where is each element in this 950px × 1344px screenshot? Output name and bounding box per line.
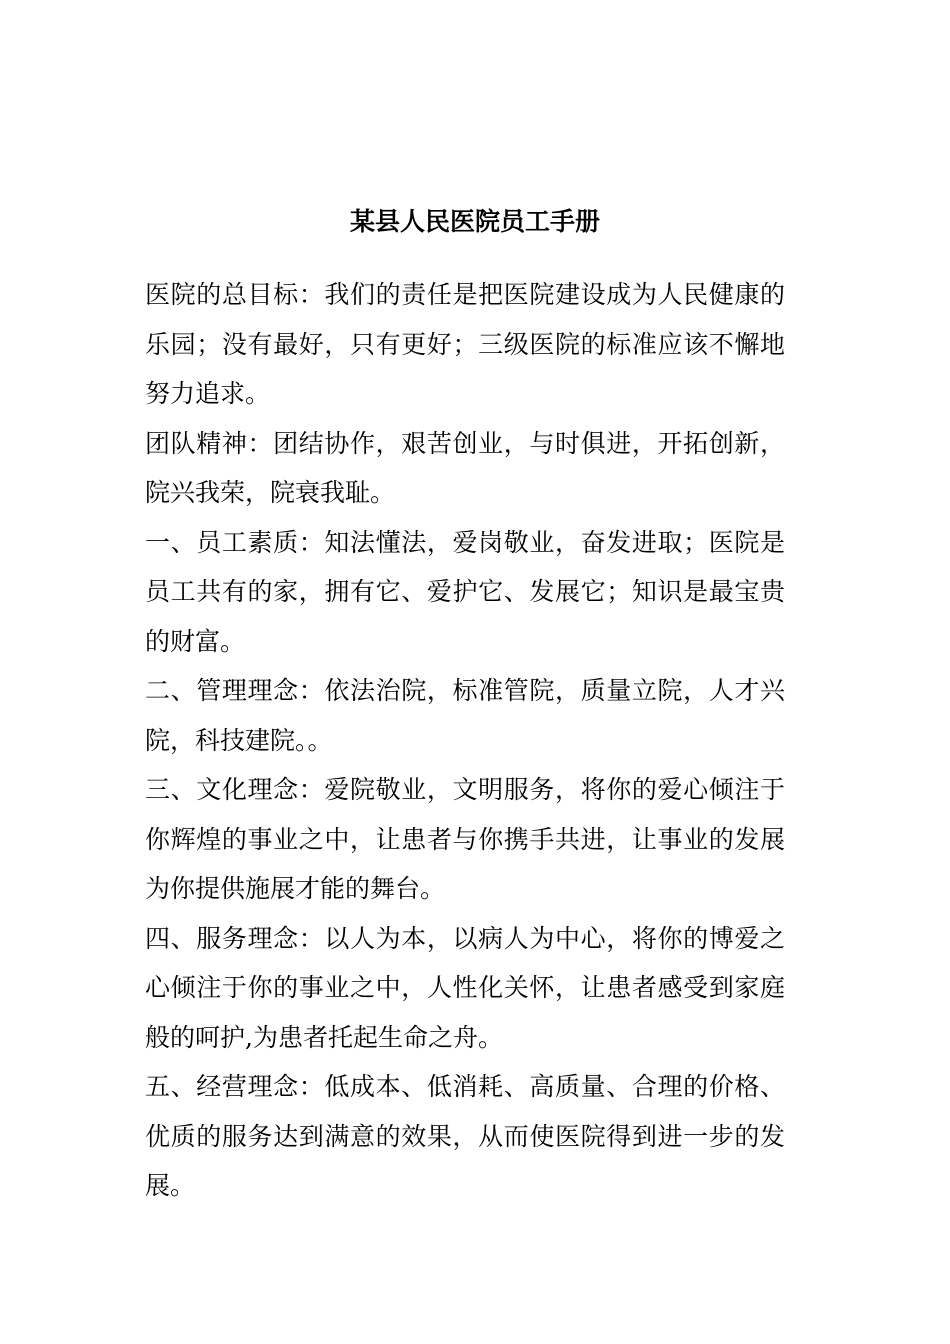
document-title: 某县人民医院员工手册	[349, 207, 600, 236]
paragraph-business-concept: 五、经营理念：低成本、低消耗、高质量、合理的价格、优质的服务达到满意的效果，从而使医院得到进一步的发展。	[145, 1072, 785, 1200]
paragraph-service-concept: 四、服务理念：以人为本，以病人为中心，将你的博爱之心倾注于你的事业之中，人性化关怀，让患者感受到家庭般的呵护,为患者托起生命之舟。	[145, 923, 785, 1052]
paragraph-staff-quality: 一、员工素质：知法懂法，爱岗敬业，奋发进取；医院是员工共有的家，拥有它、爱护它、发展它；知识是最宝贵的财富。	[145, 527, 785, 656]
paragraph-team-spirit: 团队精神：团结协作，艰苦创业，与时俱进，开拓创新，院兴我荣，院衰我耻。	[145, 428, 785, 507]
document-body	[145, 270, 785, 1211]
paragraph-hospital-goal: 医院的总目标：我们的责任是把医院建设成为人民健康的乐园；没有最好，只有更好；三级医院的标准应该不懈地努力追求。	[145, 280, 785, 408]
paragraph-management-concept: 二、管理理念：依法治院，标准管院，质量立院，人才兴院，科技建院。。	[145, 676, 785, 755]
paragraph-culture-concept: 三、文化理念：爱院敬业，文明服务，将你的爱心倾注于你辉煌的事业之中，让患者与你携手共进，让事业的发展为你提供施展才能的舞台。	[145, 775, 785, 903]
